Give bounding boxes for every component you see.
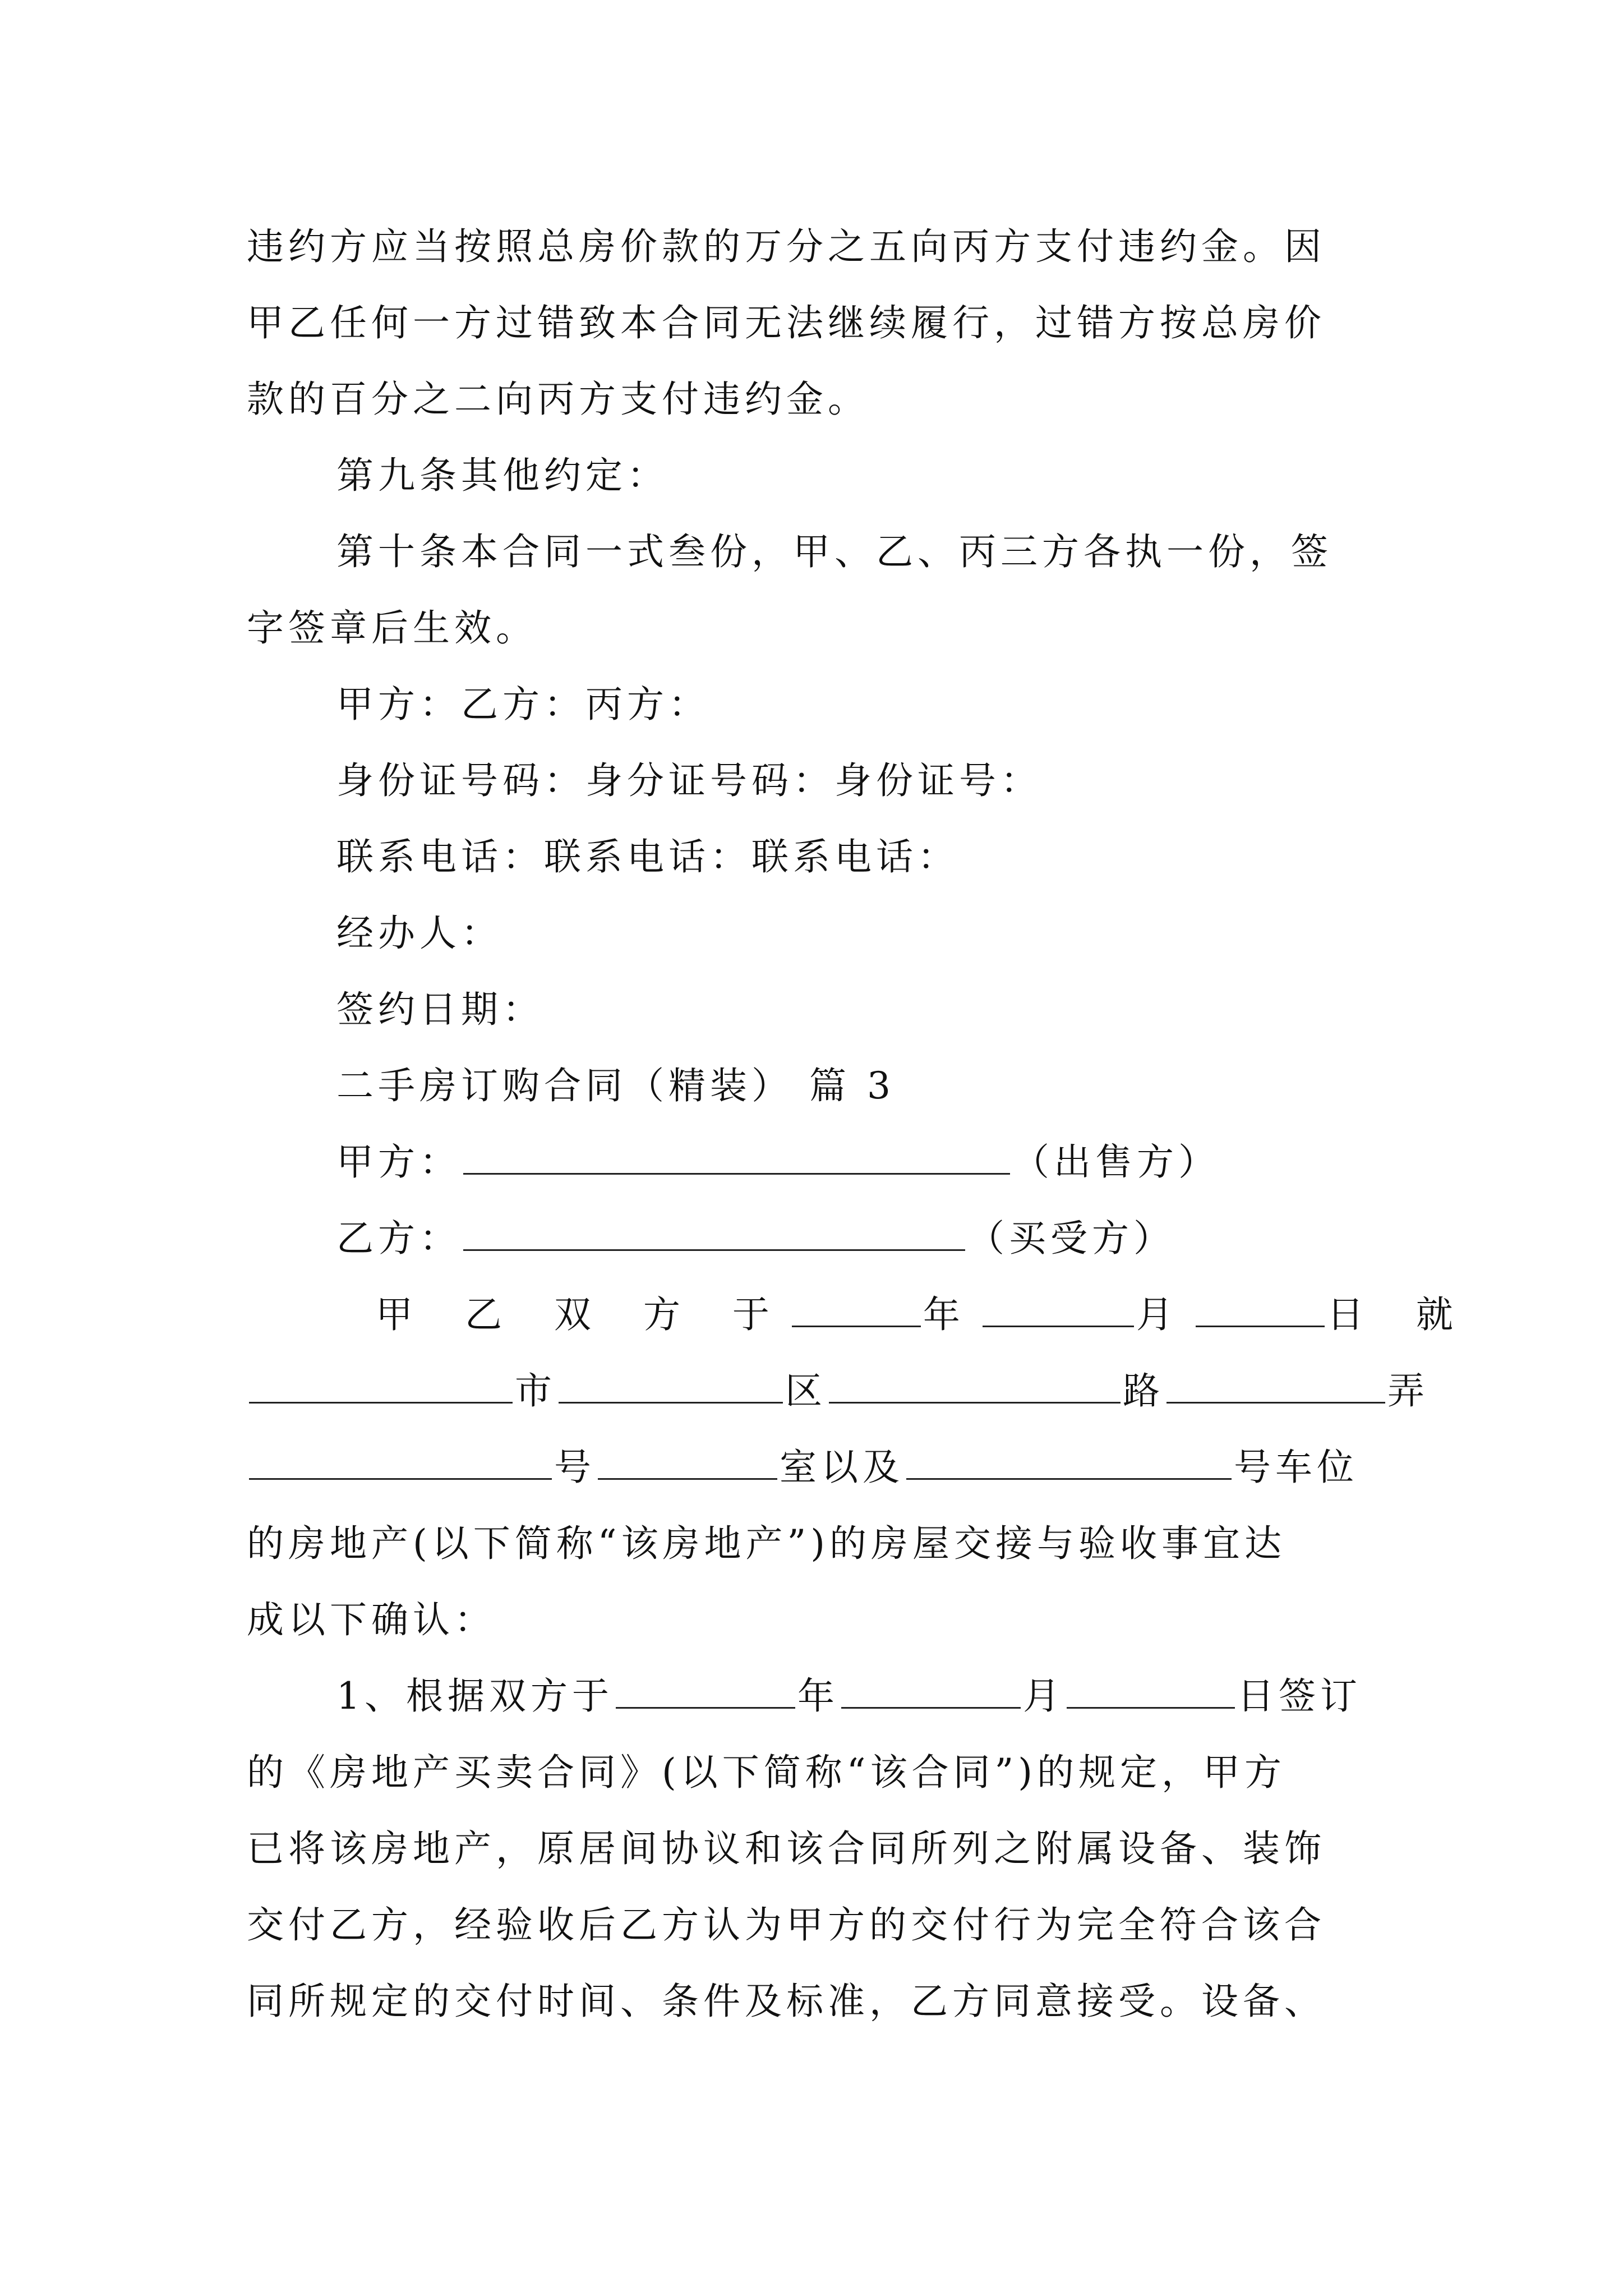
party-b-blank — [463, 1218, 965, 1251]
clause-1-line-2: 的《房地产买卖合同》(以下简称“该合同”)的规定，甲方 — [247, 1751, 1286, 1794]
lane-blank — [1166, 1370, 1385, 1404]
text-segment: 日签订 — [1237, 1674, 1362, 1718]
text-segment: 号 — [554, 1446, 596, 1489]
party-a-line — [336, 1140, 1220, 1185]
agreement-line-2 — [247, 1369, 1429, 1414]
party-a-label: 甲方： — [336, 1140, 461, 1184]
text-line: 字签章后生效。 — [247, 606, 537, 650]
text-segment: 市 — [515, 1369, 556, 1412]
road-blank — [829, 1370, 1121, 1404]
text-segment: 月 — [1023, 1674, 1064, 1718]
party-b-role: （买受方） — [967, 1217, 1175, 1260]
month-blank — [841, 1676, 1021, 1709]
text-segment: 1、根据双方于 — [336, 1674, 614, 1718]
text-segment: 年 — [923, 1293, 980, 1336]
text-segment: 路 — [1123, 1369, 1164, 1412]
clause-9-heading: 第九条其他约定： — [336, 454, 668, 497]
party-a-role: （出售方） — [1012, 1140, 1220, 1184]
year-blank — [616, 1676, 795, 1709]
agreement-line-3 — [247, 1445, 1358, 1490]
clause-1-line-4: 交付乙方，经验收后乙方认为甲方的交付行为完全符合该合 — [247, 1903, 1326, 1947]
party-a-blank — [463, 1142, 1010, 1175]
clause-10-text: 第十条本合同一式叁份，甲、乙、丙三方各执一份，签 — [336, 530, 1332, 573]
parking-blank — [906, 1447, 1232, 1480]
text-line: 款的百分之二向丙方支付违约金。 — [247, 378, 869, 421]
text-segment: 日 就 — [1326, 1293, 1473, 1336]
text-segment: 区 — [785, 1369, 827, 1412]
year-blank — [792, 1294, 921, 1327]
month-blank — [983, 1294, 1134, 1327]
party-b-line — [336, 1216, 1175, 1261]
sign-date-label: 签约日期： — [336, 988, 544, 1031]
clause-1-line-3: 已将该房地产，原居间协议和该合同所列之附属设备、装饰 — [247, 1827, 1326, 1870]
number-blank — [249, 1447, 552, 1480]
clause-1-line-5: 同所规定的交付时间、条件及标准，乙方同意接受。设备、 — [247, 1980, 1326, 2023]
day-blank — [1067, 1676, 1235, 1709]
signature-parties: 甲方：乙方：丙方： — [336, 683, 710, 726]
district-blank — [559, 1370, 783, 1404]
day-blank — [1196, 1294, 1325, 1327]
city-blank — [249, 1370, 513, 1404]
text-segment: 月 — [1136, 1293, 1193, 1336]
room-blank — [598, 1447, 777, 1480]
text-segment: 甲 乙 双 方 于 — [376, 1293, 790, 1336]
text-segment: 弄 — [1387, 1369, 1429, 1412]
agent-label: 经办人： — [336, 912, 502, 955]
text-line: 违约方应当按照总房价款的万分之五向丙方支付违约金。因 — [247, 225, 1326, 268]
party-b-label: 乙方： — [336, 1217, 461, 1260]
id-number-labels: 身份证号码：身分证号码：身份证号： — [336, 759, 1042, 802]
phone-labels: 联系电话：联系电话：联系电话： — [336, 835, 959, 878]
agreement-line-4: 的房地产(以下简称“该房地产”)的房屋交接与验收事宜达 — [247, 1522, 1286, 1565]
agreement-line-1 — [376, 1292, 1473, 1337]
text-line: 甲乙任何一方过错致本合同无法继续履行，过错方按总房价 — [247, 301, 1326, 344]
clause-1-line-1 — [336, 1674, 1362, 1719]
section-title: 二手房订购合同（精装） 篇 3 — [336, 1064, 895, 1107]
text-segment: 号车位 — [1234, 1446, 1358, 1489]
text-segment: 年 — [797, 1674, 839, 1718]
agreement-line-5: 成以下确认： — [247, 1598, 496, 1641]
text-segment: 室以及 — [780, 1446, 904, 1489]
